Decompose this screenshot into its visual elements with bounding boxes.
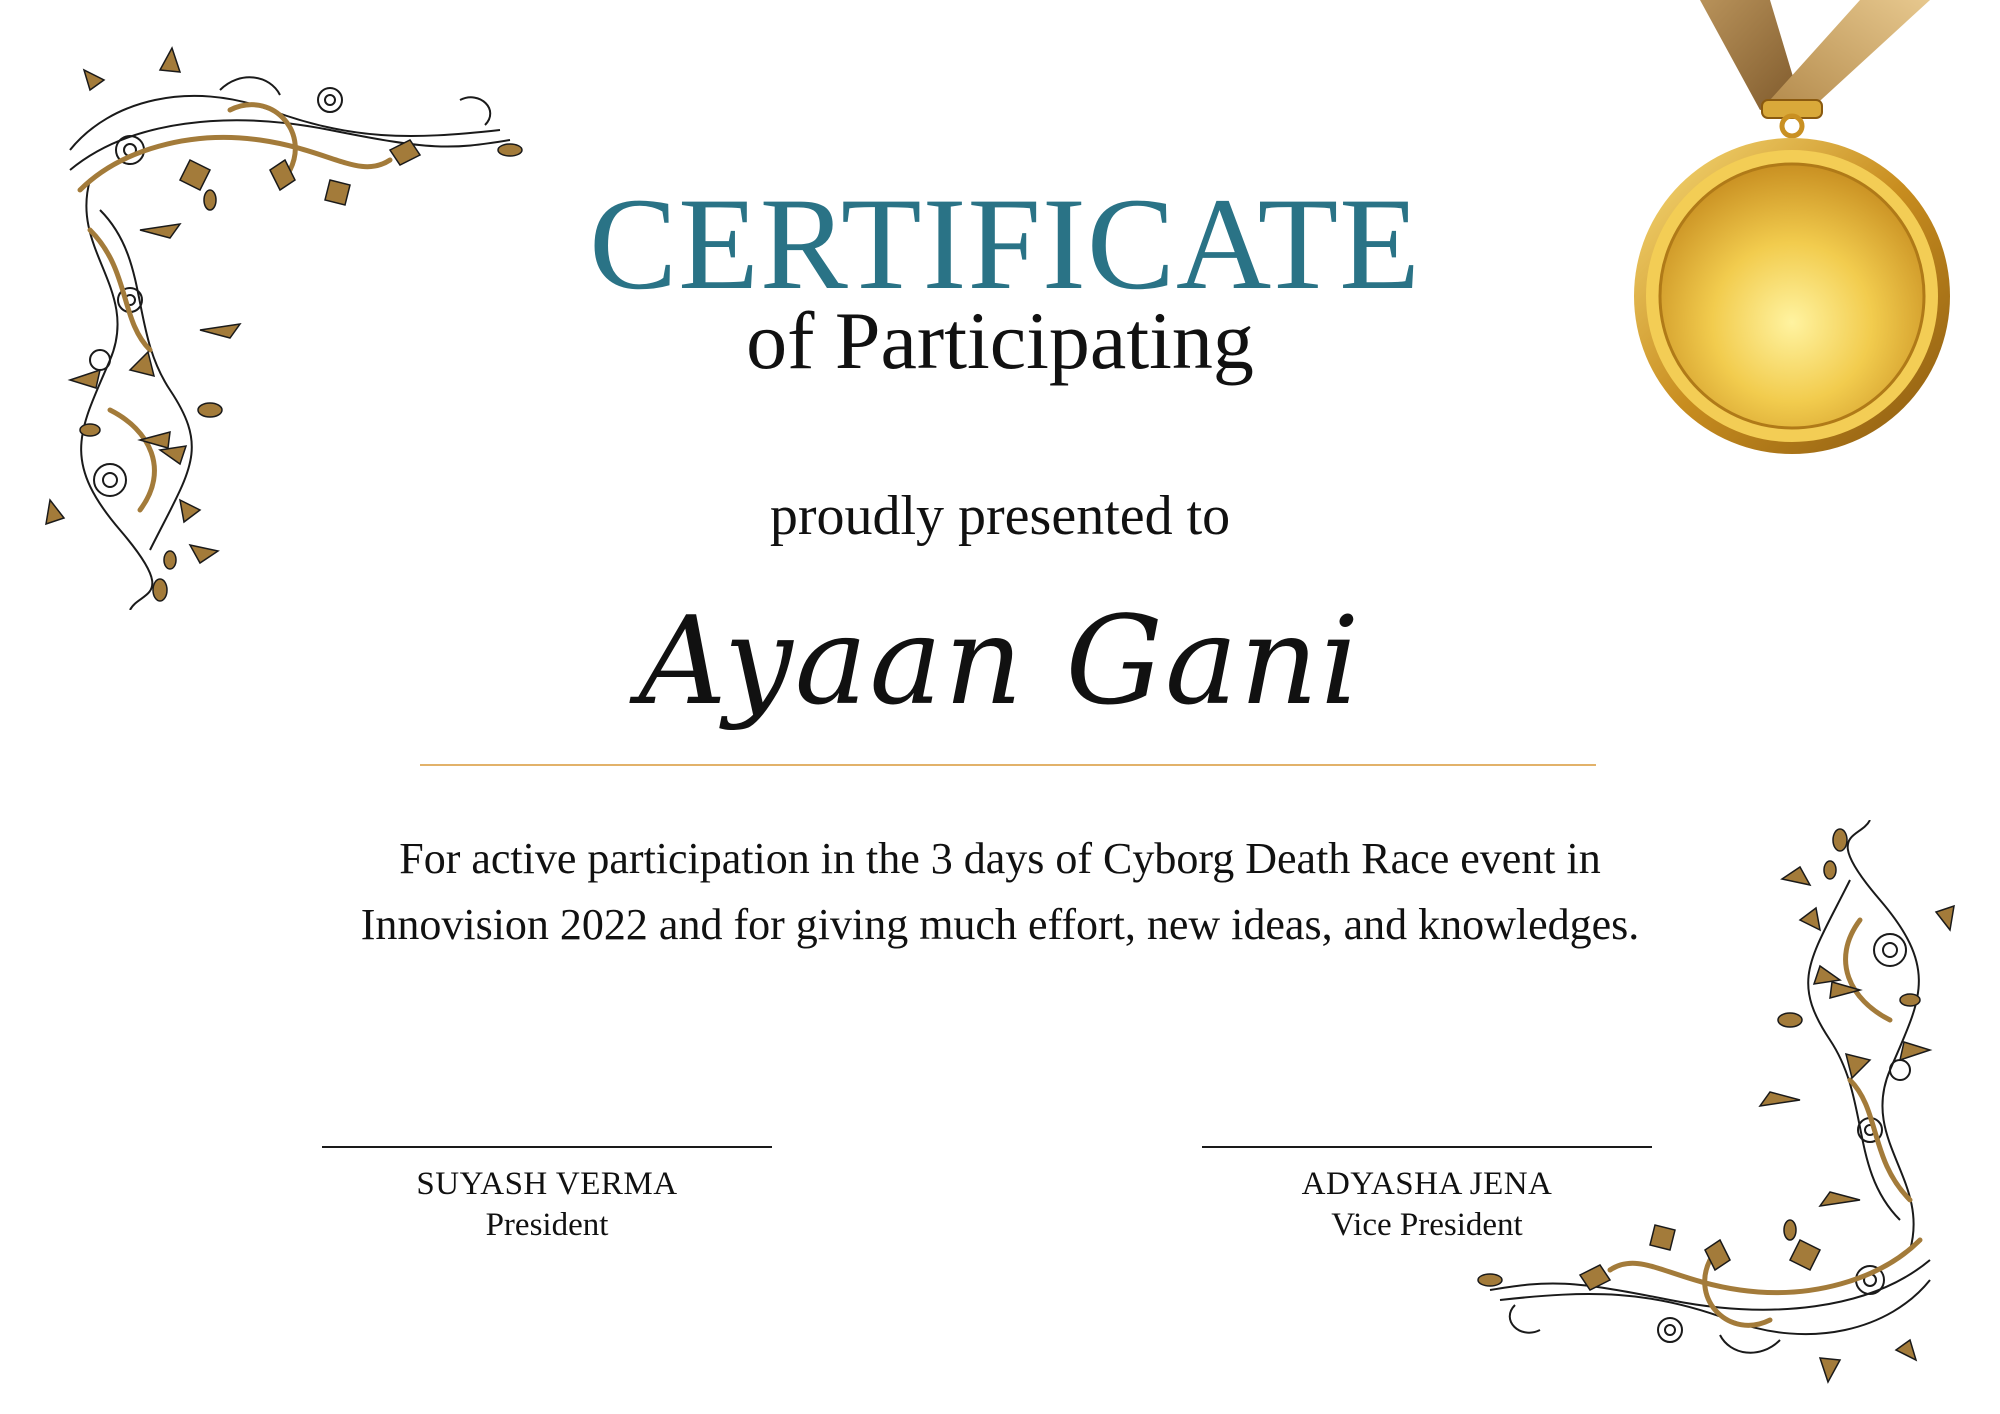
certificate-subtitle: of Participating — [746, 295, 1254, 386]
presented-to-text: proudly presented to — [769, 485, 1231, 547]
certificate-title: CERTIFICATE — [589, 170, 1421, 317]
certificate-description — [180, 826, 1820, 958]
signatory-role: President — [485, 1207, 609, 1243]
signature-line — [322, 1146, 772, 1148]
recipient-name: Ayaan Gani — [638, 590, 1362, 732]
signature-block-vice-president — [1202, 1146, 1652, 1246]
signature-block-president — [322, 1146, 772, 1246]
signatory-name: SUYASH VERMA — [416, 1166, 678, 1202]
description-line: For active participation in the 3 days of Cyborg Death Race event in — [399, 834, 1601, 883]
signatory-name: ADYASHA JENA — [1301, 1166, 1553, 1202]
description-line: Innovision 2022 and for giving much effort, new ideas, and knowledges. — [360, 900, 1640, 949]
signatory-role: Vice President — [1331, 1207, 1523, 1243]
recipient-name-underline — [420, 764, 1596, 766]
signature-line — [1202, 1146, 1652, 1148]
